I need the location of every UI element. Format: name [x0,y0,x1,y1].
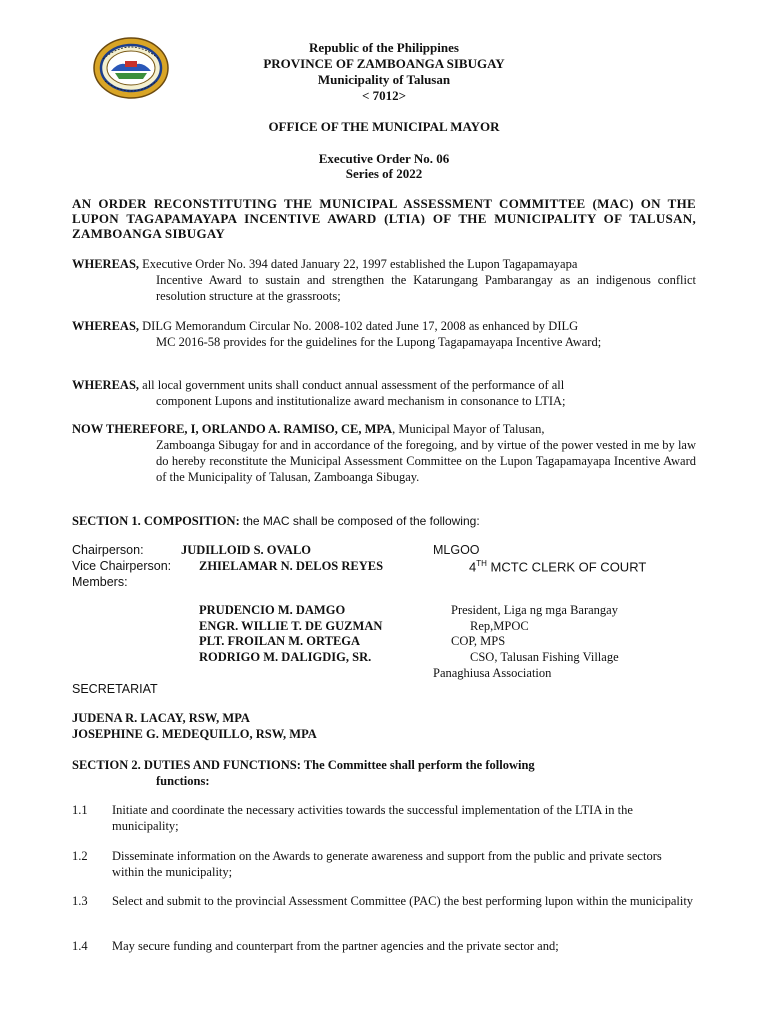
section-1 [72,513,696,529]
secretariat-name: JUDENA R. LACAY, RSW, MPA [72,711,250,725]
member-position: COP, MPS [451,634,506,648]
whereas-first-line: all local government units shall conduct annual assessment of the performance of all [142,378,565,392]
secretariat-name: JOSEPHINE G. MEDEQUILLO, RSW, MPA [72,727,317,741]
function-text: May secure funding and counterpart from the partner agencies and the private sector and; [112,939,559,953]
whereas-clause-1 [72,256,696,304]
function-text: Initiate and coordinate the necessary activities towards the successful implementation of the LTIA in the municipality; [112,803,633,833]
function-text: Disseminate information on the Awards to generate awareness and support from the public and private sectors within the municipality; [112,849,662,879]
secretariat-label: SECRETARIAT [72,682,158,696]
section-2-intro: The Committee shall perform the following [303,758,535,772]
function-text: Select and submit to the provincial Assessment Committee (PAC) the best performing lupon within the municipality [112,894,694,908]
whereas-clause-3 [72,377,696,409]
now-therefore-first-line: , Municipal Mayor of Talusan, [392,422,545,436]
whereas-lead: WHEREAS, [72,257,140,271]
section-2-intro-cont: functions: [156,774,210,788]
republic-line: Republic of the Philippines [309,40,459,55]
vice-chair-name: ZHIELAMAR N. DELOS REYES [199,559,384,573]
province-line: PROVINCE OF ZAMBOANGA SIBUGAY [263,56,505,71]
whereas-lead: WHEREAS, [72,378,140,392]
section-2-heading [72,757,696,789]
vice-chair-label: Vice Chairperson: [72,559,172,573]
member-name: PLT. FROILAN M. ORTEGA [199,634,361,648]
vice-pos-rest: MCTC CLERK OF COURT [486,559,647,575]
function-number: 1.2 [72,849,88,863]
zip-line: < 7012> [361,88,407,103]
whereas-body: component Lupons and institutionalize award mechanism in consonance to LTIA; [156,394,566,408]
order-series: Series of 2022 [345,166,423,181]
whereas-body: Incentive Award to sustain and strengthen the Katarungang Pambarangay as an indigenous conflict resolution structure at the grassroots; [156,273,696,303]
whereas-body: MC 2016-58 provides for the guidelines for the Lupong Tagapamayapa Incentive Award; [156,335,602,349]
order-number: Executive Order No. 06 [318,151,450,166]
vice-pos-sup: TH [476,559,487,568]
chair-name: JUDILLOID S. OVALO [181,543,312,557]
whereas-clause-2 [72,318,696,350]
vice-pos-num: 4 [469,559,477,575]
whereas-first-line: Executive Order No. 394 dated January 22, 1997 established the Lupon Tagapamayapa [142,257,578,271]
now-therefore-lead: NOW THEREFORE, I, ORLANDO A. RAMISO, CE, MPA [72,422,393,436]
function-number: 1.4 [72,939,88,953]
section-1-text: the MAC shall be composed of the following: [242,514,480,528]
chair-position: MLGOO [433,543,480,557]
office-title: OFFICE OF THE MUNICIPAL MAYOR [268,119,500,134]
function-number: 1.1 [72,803,88,817]
member-name: ENGR. WILLIE T. DE GUZMAN [199,619,383,633]
now-therefore-clause [72,421,696,485]
section-1-heading: SECTION 1. COMPOSITION: [72,514,240,528]
member-position-continued: Panaghiusa Association [433,666,552,680]
member-position: President, Liga ng mga Barangay [451,603,618,617]
letterhead [0,40,768,104]
municipality-line: Municipality of Talusan [317,72,451,87]
member-name: RODRIGO M. DALIGDIG, SR. [199,650,372,664]
member-position: CSO, Talusan Fishing Village [470,650,619,664]
section-2-title: SECTION 2. DUTIES AND FUNCTIONS: [72,758,301,772]
vice-chair-position [469,559,646,574]
member-position: Rep,MPOC [470,619,529,633]
chair-label: Chairperson: [72,543,144,557]
now-therefore-body: Zamboanga Sibugay for and in accordance of the foregoing, and by virtue of the power vested in me by law do hereby reconstitute the Municipal Assessment Committee on the Lupon Tagapamayapa Incentive Award of the Municipality of Talusan, Zamboanga Sibugay. [156,438,696,484]
whereas-lead: WHEREAS, [72,319,140,333]
members-label: Members: [72,575,128,589]
order-title: AN ORDER RECONSTITUTING THE MUNICIPAL ASSESSMENT COMMITTEE (MAC) ON THE LUPON TAGAPAMAYAPA INCENTIVE AWARD (LTIA) OF THE MUNICIPALITY OF TALUSAN, ZAMBOANGA SIBUGAY [72,196,696,241]
function-number: 1.3 [72,894,88,908]
whereas-first-line: DILG Memorandum Circular No. 2008-102 dated June 17, 2008 as enhanced by DILG [142,319,579,333]
member-name: PRUDENCIO M. DAMGO [199,603,346,617]
